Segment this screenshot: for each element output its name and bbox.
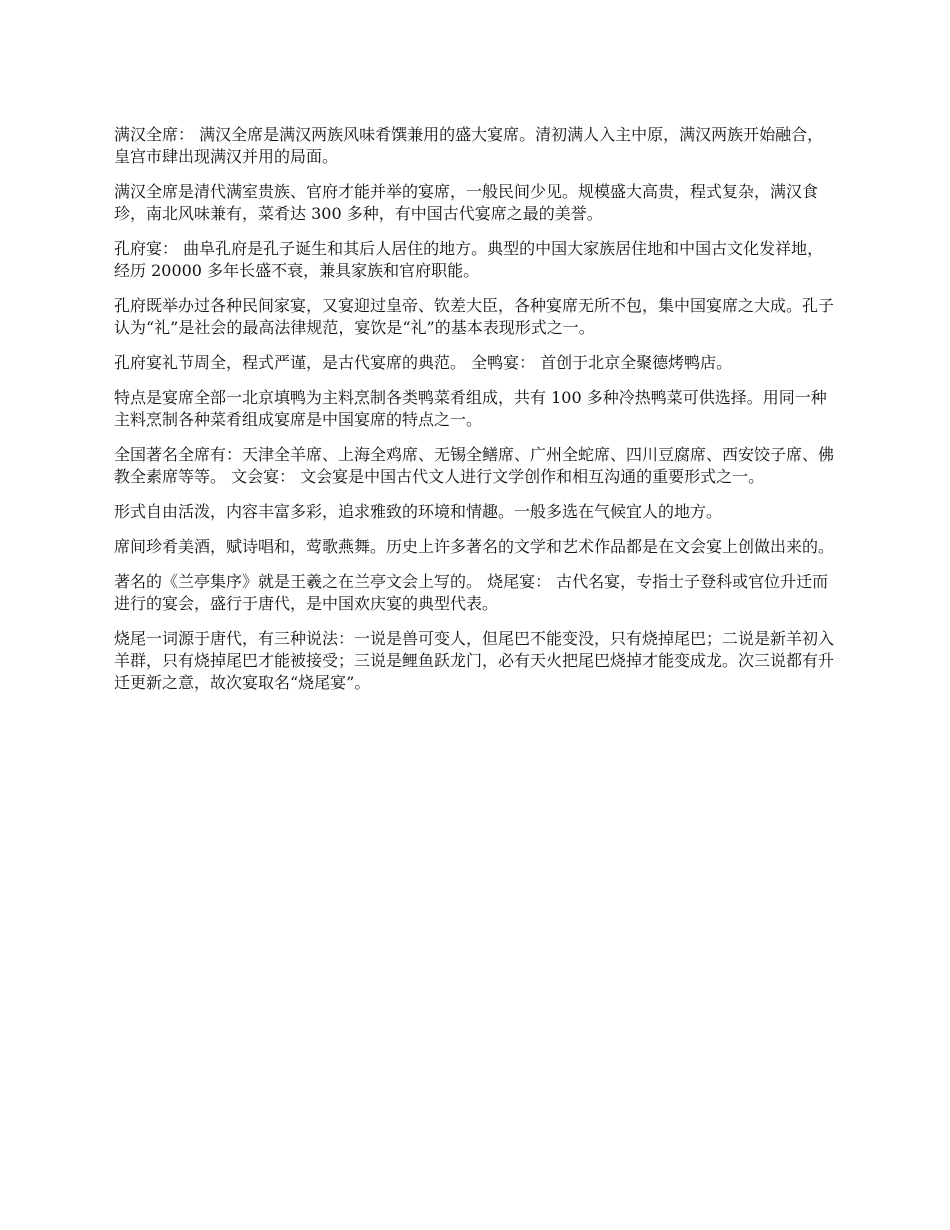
paragraph: 孔府宴礼节周全，程式严谨，是古代宴席的典范。 全鸭宴： 首创于北京全聚德烤鸭店。 (114, 353, 733, 372)
paragraph: 孔府宴： 曲阜孔府是孔子诞生和其后人居住的地方。典型的中国大家族居住地和中国古文化发祥地，经历 20000 多年长盛不衰，兼具家族和官府职能。 (114, 239, 824, 280)
paragraph: 全国著名全席有：天津全羊席、上海全鸡席、无锡全鳝席、广州全蛇席、四川豆腐席、西安饺子席、佛教全素席等等。 文会宴： 文会宴是中国古代文人进行文学创作和相互沟通的重要形式之一。 (114, 445, 835, 486)
paragraph: 烧尾一词源于唐代，有三种说法：一说是兽可变人，但尾巴不能变没，只有烧掉尾巴；二说是新羊初入羊群，只有烧掉尾巴才能被接受；三说是鲤鱼跃龙门，必有天火把尾巴烧掉才能变成龙。次三说都有升迁更新之意，故次宴取名“烧尾宴”。 (114, 629, 835, 692)
paragraph: 满汉全席是清代满室贵族、官府才能并举的宴席，一般民间少见。规模盛大高贵，程式复杂，满汉食珍，南北风味兼有，菜肴达 300 多种，有中国古代宴席之最的美誉。 (114, 182, 819, 223)
paragraph: 席间珍肴美酒，赋诗唱和，莺歌燕舞。历史上许多著名的文学和艺术作品都是在文会宴上创做出来的。 (114, 537, 835, 556)
paragraph: 著名的《兰亭集序》就是王羲之在兰亭文会上写的。 烧尾宴： 古代名宴，专指士子登科或官位升迁而进行的宴会，盛行于唐代，是中国欢庆宴的典型代表。 (114, 572, 829, 613)
paragraph: 孔府既举办过各种民间家宴，又宴迎过皇帝、钦差大臣，各种宴席无所不包，集中国宴席之大成。孔子认为“礼”是社会的最高法律规范，宴饮是“礼”的基本表现形式之一。 (114, 296, 835, 337)
paragraph: 特点是宴席全部一北京填鸭为主料烹制各类鸭菜肴组成，共有 100 多种冷热鸭菜可供选择。用同一种主料烹制各种菜肴组成宴席是中国宴席的特点之一。 (114, 388, 827, 429)
paragraph: 满汉全席： 满汉全席是满汉两族风味肴馔兼用的盛大宴席。清初满人入主中原，满汉两族开始融合，皇宫市肆出现满汉并用的局面。 (114, 125, 824, 166)
document-body (114, 124, 838, 707)
paragraph: 形式自由活泼，内容丰富多彩，追求雅致的环境和情趣。一般多选在气候宜人的地方。 (114, 502, 723, 521)
